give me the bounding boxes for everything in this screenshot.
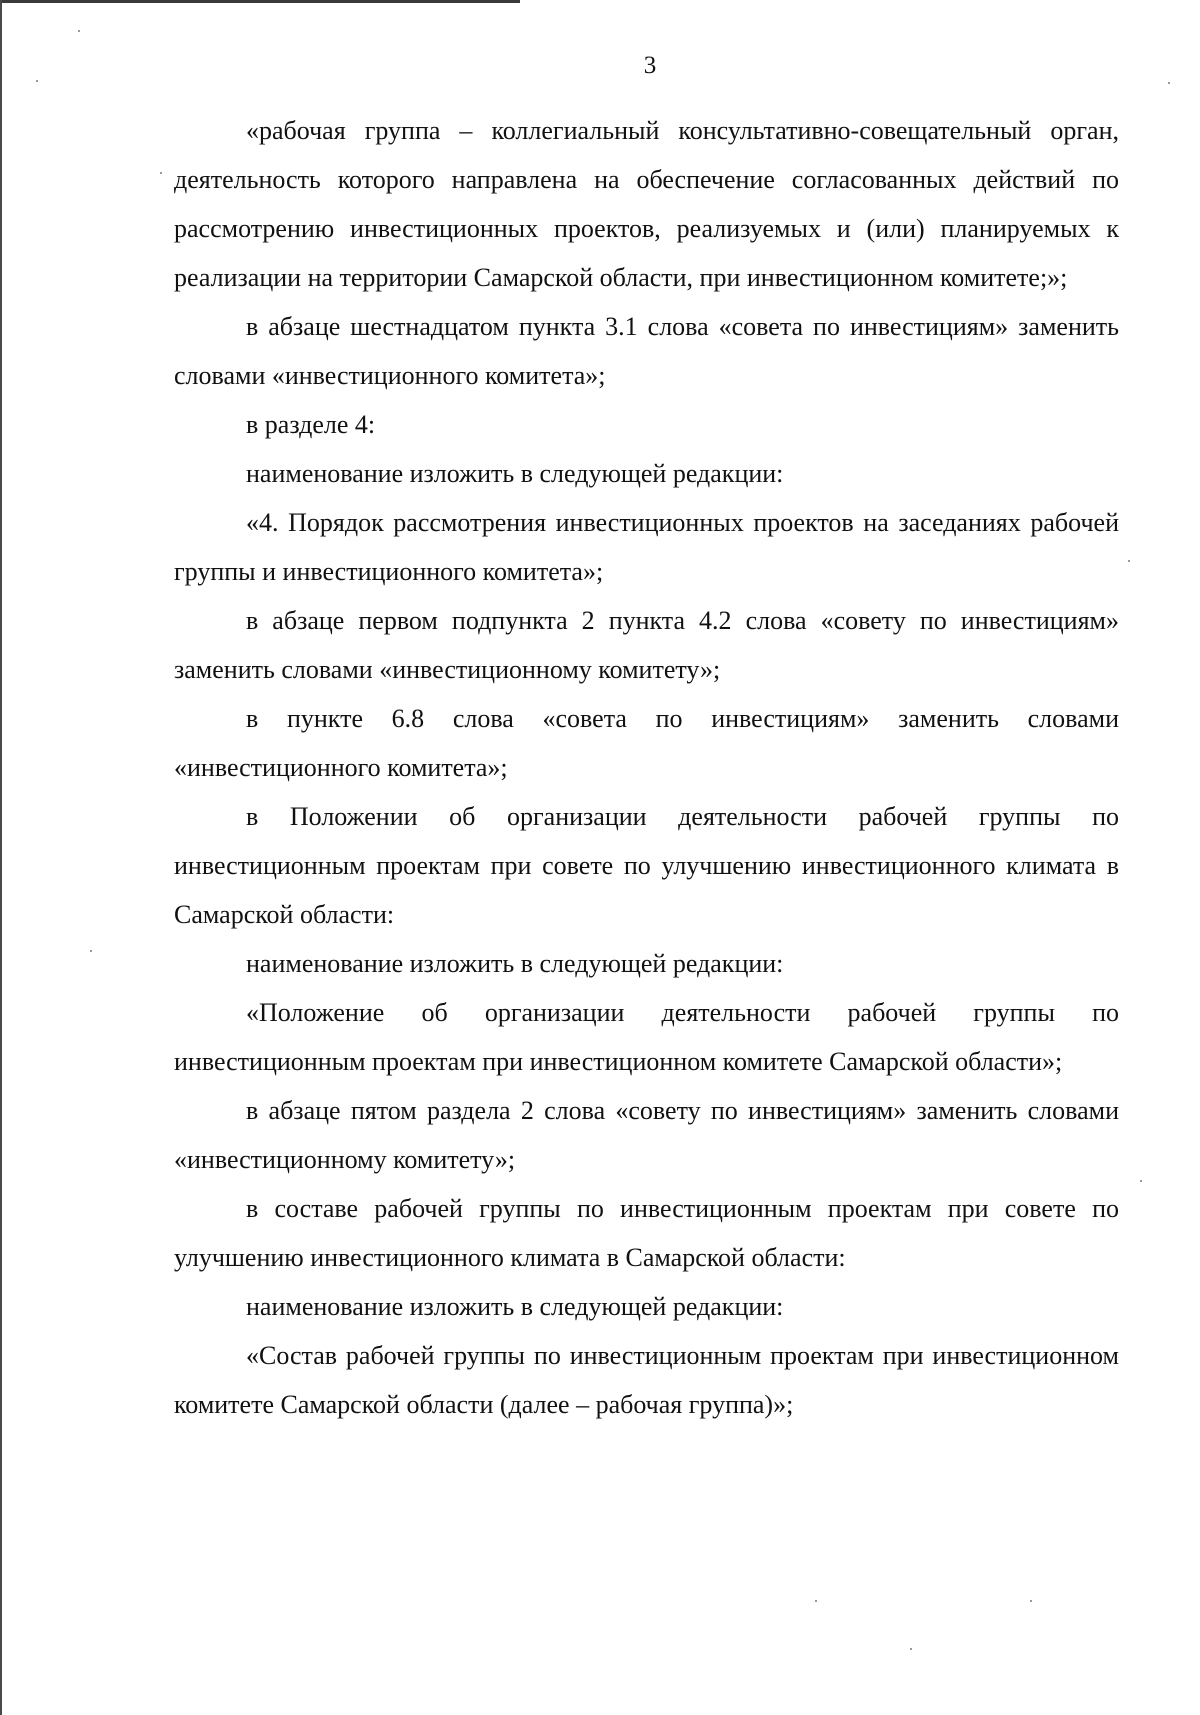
paragraph: в абзаце первом подпункта 2 пункта 4.2 слова «совету по инвестициям» заменить словами «инвестиционному комитету»; <box>174 606 1119 684</box>
paragraph: наименование изложить в следующей редакции: <box>246 459 784 488</box>
paragraph: в пункте 6.8 слова «совета по инвестициям» заменить словами «инвестиционного комитета»; <box>174 704 1119 782</box>
paragraph: в Положении об организации деятельности рабочей группы по инвестиционным проектам при совете по улучшению инвестиционного климата в Самарской области: <box>174 802 1119 929</box>
paragraph: «4. Порядок рассмотрения инвестиционных проектов на заседаниях рабочей группы и инвестиционного комитета»; <box>174 508 1119 586</box>
scan-speck <box>78 30 80 32</box>
paragraph: в разделе 4: <box>246 410 376 439</box>
paragraph: «Состав рабочей группы по инвестиционным проектам при инвестиционном комитете Самарской области (далее – рабочая группа)»; <box>174 1341 1119 1419</box>
paragraph: наименование изложить в следующей редакции: <box>246 1292 784 1321</box>
scan-speck <box>1030 1600 1032 1602</box>
scan-speck <box>36 80 38 82</box>
scan-speck <box>160 172 162 174</box>
scan-speck <box>815 1600 817 1602</box>
paragraph: в составе рабочей группы по инвестиционным проектам при совете по улучшению инвестиционного климата в Самарской области: <box>174 1194 1119 1272</box>
scan-speck <box>910 1648 912 1650</box>
paragraph: наименование изложить в следующей редакции: <box>246 949 784 978</box>
paragraph: «рабочая группа – коллегиальный консультативно-совещательный орган, деятельность которого направлена на обеспечение согласованных действий по рассмотрению инвестиционных проектов, реализуемых и (или) планируемых к реализации на территории Самарской области, при инвестиционном комитете;»; <box>174 116 1119 292</box>
document-body <box>174 106 1119 1429</box>
page-number: 3 <box>643 52 657 79</box>
scan-speck <box>1140 1180 1142 1182</box>
paragraph: в абзаце пятом раздела 2 слова «совету по инвестициям» заменить словами «инвестиционному комитету»; <box>174 1096 1119 1174</box>
paragraph: «Положение об организации деятельности рабочей группы по инвестиционным проектам при инвестиционном комитете Самарской области»; <box>174 998 1119 1076</box>
scan-speck <box>90 950 92 952</box>
scan-edge-left <box>0 0 2 1715</box>
scan-edge-top <box>0 0 520 3</box>
scan-speck <box>1168 82 1170 84</box>
scan-speck <box>1128 560 1130 562</box>
paragraph: в абзаце шестнадцатом пункта 3.1 слова «совета по инвестициям» заменить словами «инвестиционного комитета»; <box>174 312 1119 390</box>
